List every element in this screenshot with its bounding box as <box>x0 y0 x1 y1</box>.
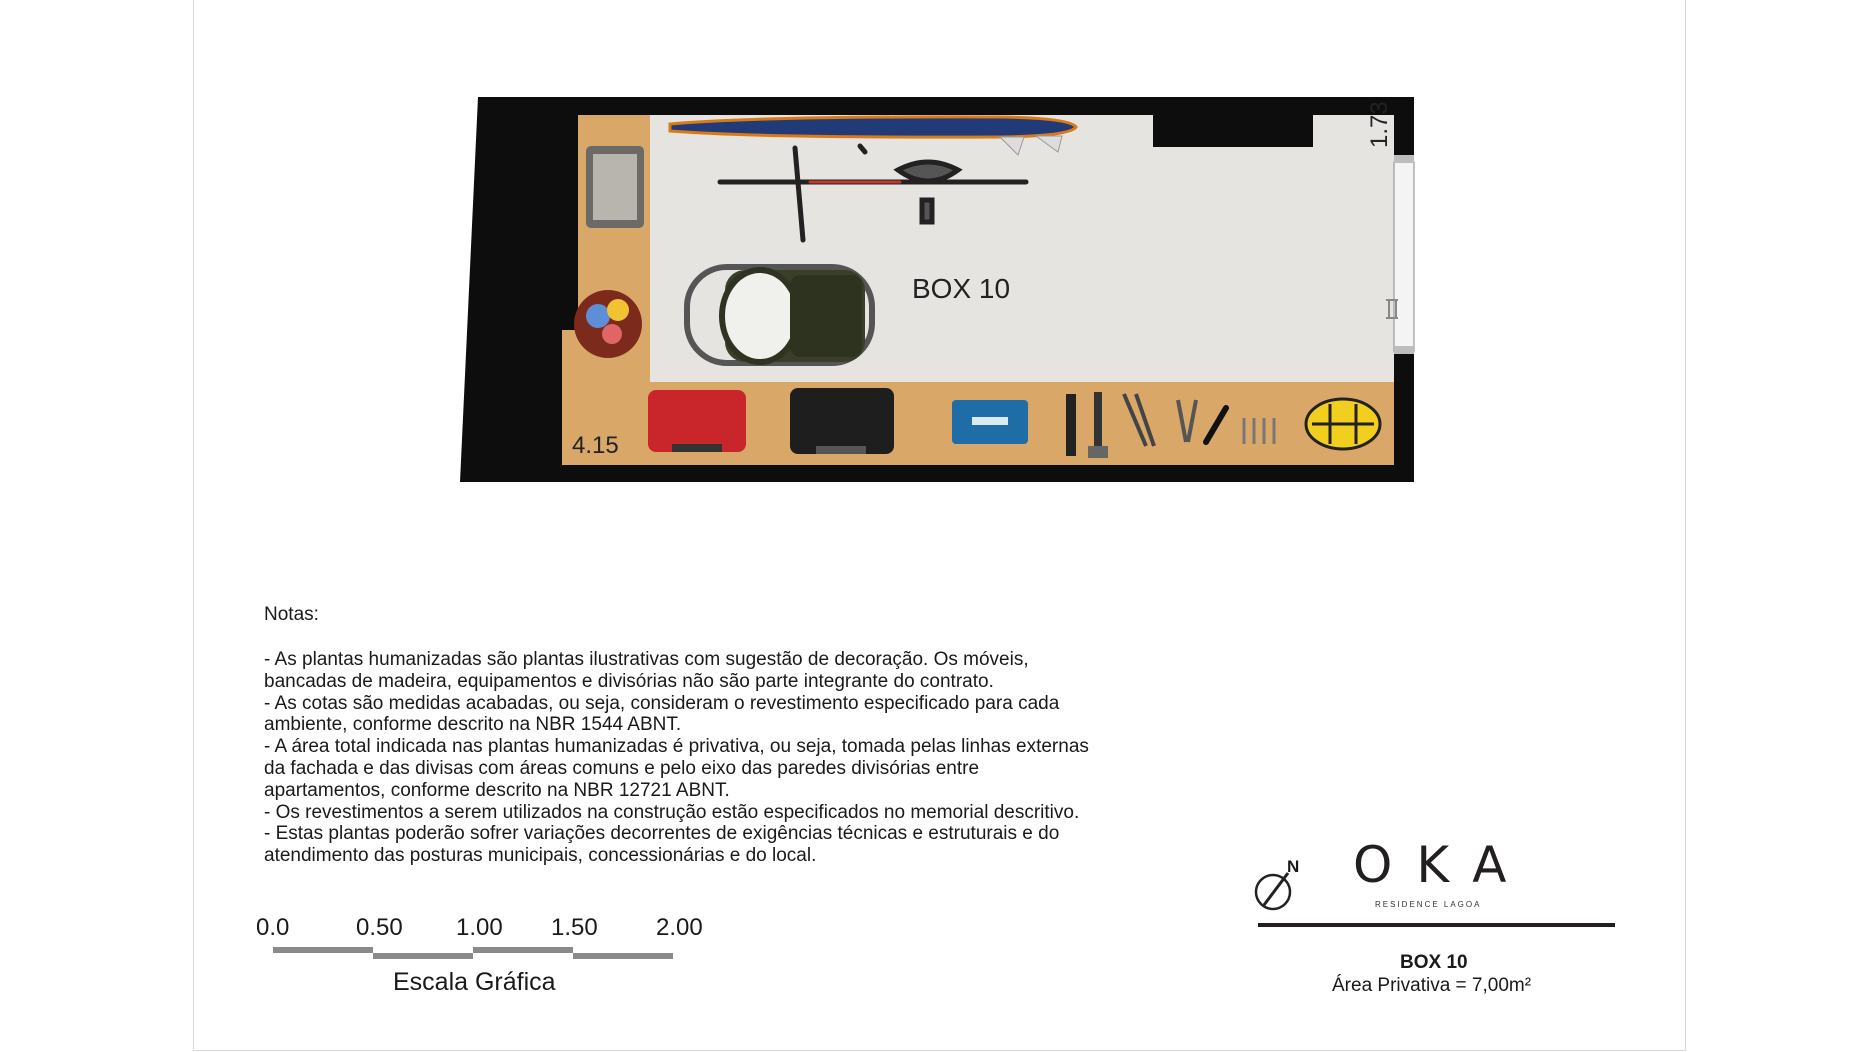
note-line: da fachada e das divisas com áreas comuns e pelo eixo das paredes divisórias entre <box>264 757 980 779</box>
note-line: - As plantas humanizadas são plantas ilustrativas com sugestão de decoração. Os móveis, <box>264 649 1029 670</box>
graphic-scale <box>273 947 673 959</box>
north-arrow-icon <box>1256 873 1290 909</box>
plan-title: BOX 10 <box>912 273 1011 304</box>
scale-tick-label: 0.50 <box>356 914 403 941</box>
unit-area: Área Privativa = 7,00m² <box>1332 975 1532 996</box>
note-line: atendimento das posturas municipais, concessionárias e do local. <box>264 845 817 867</box>
door-jamb-top <box>1394 155 1414 163</box>
red-suitcase-icon <box>648 390 746 452</box>
helmet-icon <box>1306 399 1380 449</box>
door-jamb-bottom <box>1394 346 1414 354</box>
toy-basket-icon <box>574 290 642 358</box>
note-line: apartamentos, conforme descrito na NBR 12721 ABNT. <box>264 779 730 801</box>
brand-logo: OKA <box>1353 836 1531 894</box>
scale-tick-label: 1.50 <box>551 914 598 941</box>
note-line: ambiente, conforme descrito na NBR 1544 ABNT. <box>264 714 682 736</box>
scale-tick-label: 2.00 <box>656 914 703 941</box>
storage-crate-icon <box>586 146 644 228</box>
door-frame <box>1394 162 1414 352</box>
black-suitcase-icon <box>790 388 894 454</box>
notes-heading: Notas: <box>264 604 319 625</box>
brand-subtitle: RESIDENCE LAGOA <box>1375 900 1482 909</box>
note-line: - Os revestimentos a serem utilizados na construção estão especificados no memorial descritivo. <box>264 801 1080 823</box>
note-line: - As cotas são medidas acabadas, ou seja, consideram o revestimento especificado para cada <box>264 692 1060 714</box>
note-line: - Estas plantas poderão sofrer variações decorrentes de exigências técnicas e estruturais e do <box>264 823 1060 845</box>
dimension-width: 4.15 <box>572 432 619 459</box>
notes-body <box>264 649 1164 867</box>
scale-tick-label: 0.0 <box>256 914 290 941</box>
dimension-height: 1.73 <box>1366 101 1393 148</box>
scale-tick-label: 1.00 <box>456 914 503 941</box>
north-label: N <box>1287 857 1300 876</box>
toolbox-icon <box>952 400 1028 444</box>
brand-divider <box>1258 923 1615 927</box>
note-line: bancadas de madeira, equipamentos e divisórias não são parte integrante do contrato. <box>264 670 994 692</box>
unit-title: BOX 10 <box>1400 952 1468 973</box>
wall-notch <box>1153 115 1313 147</box>
spirit-level-icon <box>1066 394 1076 456</box>
scale-caption: Escala Gráfica <box>393 968 556 996</box>
note-line: - A área total indicada nas plantas humanizadas é privativa, ou seja, tomada pelas linhas externas <box>264 736 1089 758</box>
